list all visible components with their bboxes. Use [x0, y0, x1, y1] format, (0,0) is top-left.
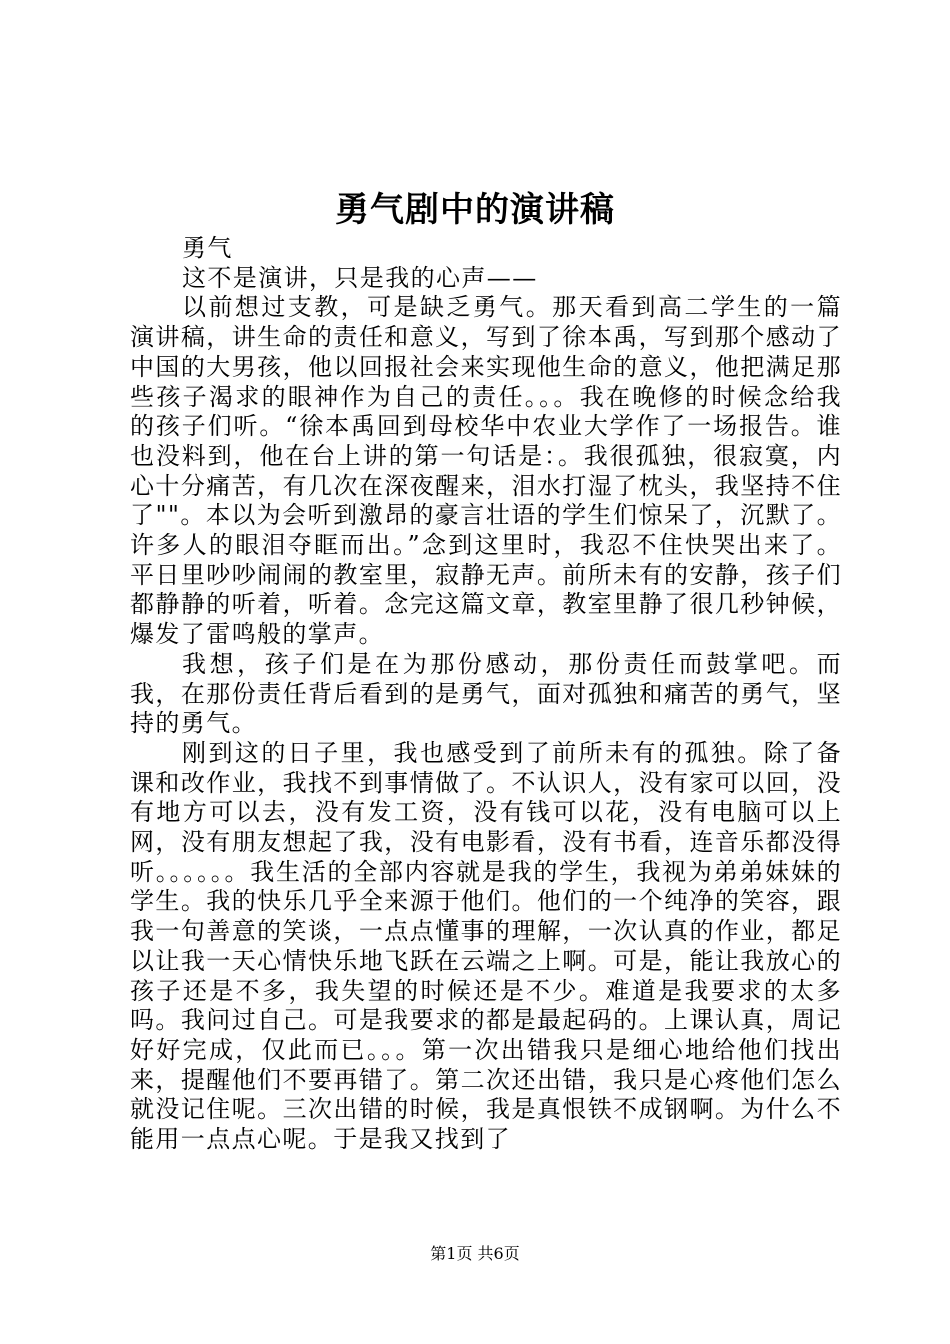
paragraph: 以前想过支教，可是缺乏勇气。那天看到高二学生的一篇演讲稿，讲生命的责任和意义，写到了徐本禹，写到那个感动了中国的大男孩，他以回报社会来实现他生命的意义，他把满足那些孩子渴求的眼神作为自己的责任。。。我在晚修的时候念给我的孩子们听。“徐本禹回到母校华中农业大学作了一场报告。谁也没料到，他在台上讲的第一句话是：。我很孤独，很寂寞，内心十分痛苦，有几次在深夜醒来，泪水打湿了枕头，我坚持不住了""。本以为会听到激昂的豪言壮语的学生们惊呆了，沉默了。许多人的眼泪夺眶而出。”念到这里时，我忍不住快哭出来了。平日里吵吵闹闹的教室里，寂静无声。前所未有的安静，孩子们都静静的听着，听着。念完这篇文章，教室里静了很几秒钟候，爆发了雷鸣般的掌声。: [130, 293, 842, 649]
document-title: 勇气剧中的演讲稿: [335, 190, 615, 230]
paragraph: 刚到这的日子里，我也感受到了前所未有的孤独。除了备课和改作业，我找不到事情做了。不认识人，没有家可以回，没有地方可以去，没有发工资，没有钱可以花，没有电脑可以上网，没有朋友想起了我，没有电影看，没有书看，连音乐都没得听。。。。。。我生活的全部内容就是我的学生，我视为弟弟妹妹的学生。我的快乐几乎全来源于他们。他们的一个纯净的笑容，跟我一句善意的笑谈，一点点懂事的理解，一次认真的作业，都足以让我一天心情快乐地飞跃在云端之上啊。可是，能让我放心的孩子还是不多，我失望的时候还是不少。难道是我要求的太多吗。我问过自己。可是我要求的都是最起码的。上课认真，周记好好完成，仅此而已。。。第一次出错我只是细心地给他们找出来，提醒他们不要再错了。第二次还出错，我只是心疼他们怎么就没记住呢。三次出错的时候，我是真恨铁不成钢啊。为什么不能用一点点心呢。于是我又找到了: [130, 738, 842, 1154]
document-body: [130, 234, 842, 1155]
paragraph: 勇气: [182, 234, 233, 262]
paragraph: 我想，孩子们是在为那份感动，那份责任而鼓掌吧。而我，在那份责任背后看到的是勇气，面对孤独和痛苦的勇气，坚持的勇气。: [130, 649, 842, 738]
page-footer: 第1页 共6页: [430, 1244, 520, 1263]
paragraph: 这不是演讲，只是我的心声——: [182, 263, 538, 292]
